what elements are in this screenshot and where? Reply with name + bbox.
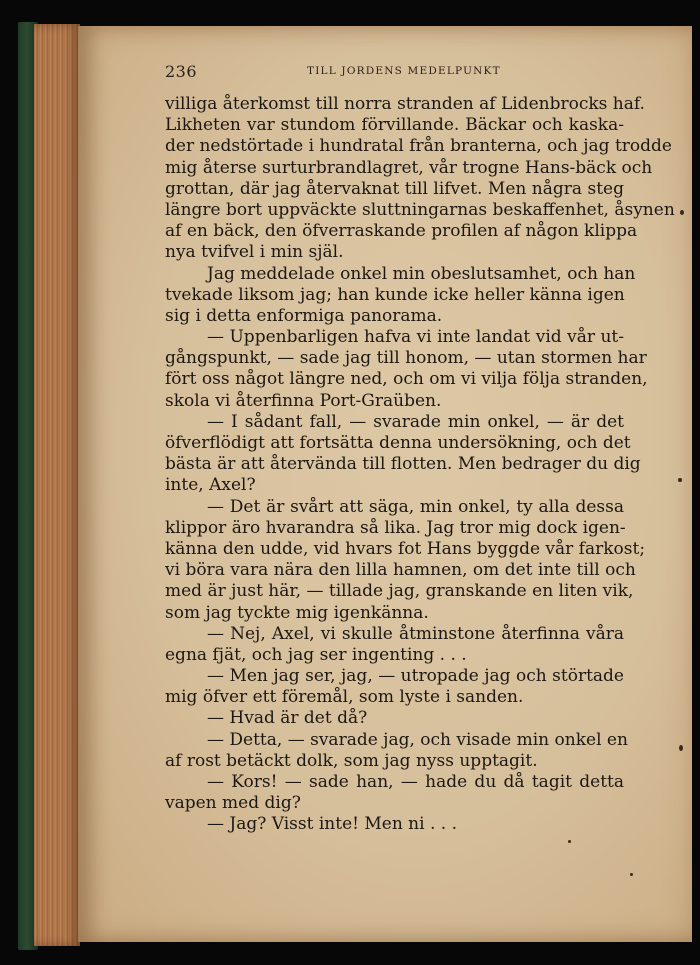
text-line: af en bäck, den öfverraskande profilen af någon klippa [165, 221, 638, 242]
text-line: mig återse surturbrandlagret, vår trogne Hans-bäck och [165, 157, 653, 178]
ink-speck [630, 873, 633, 876]
text-line: villiga återkomst till norra stranden af Lidenbrocks haf. [165, 94, 645, 114]
text-line: känna den udde, vid hvars fot Hans byggde vår farkost; [165, 538, 646, 559]
text-line: af rost betäckt dolk, som jag nyss upptagit. [165, 750, 538, 771]
text-line: öfverflödigt att fortsätta denna undersökning, och det [165, 433, 631, 453]
text-line: — Men jag ser, jag, — utropade jag och störtade [207, 666, 624, 687]
text-line: — Nej, Axel, vi skulle åtminstone återfinna våra [207, 623, 624, 644]
text-line: — Hvad är det då? [207, 708, 368, 729]
ink-speck [678, 478, 682, 482]
text-line: klippor äro hvarandra så lika. Jag tror mig dock igen- [165, 517, 626, 538]
text-line: mig öfver ett föremål, som lyste i sanden. [165, 687, 524, 708]
page-header [165, 62, 625, 84]
text-line: Likheten var stundom förvillande. Bäckar och kaska- [165, 115, 624, 136]
text-line: gångspunkt, — sade jag till honom, — utan stormen har [165, 348, 647, 369]
ink-speck [680, 210, 684, 215]
text-line: der nedstörtade i hundratal från branterna, och jag trodde [165, 136, 672, 157]
text-line: fört oss något längre ned, och om vi vilja följa stranden, [165, 369, 648, 390]
page-number: 236 [165, 62, 198, 81]
text-line: vi böra vara nära den lilla hamnen, om det inte till och [165, 560, 636, 581]
text-line: — Jag? Visst inte! Men ni . . . [207, 814, 457, 835]
ink-speck [568, 840, 571, 843]
ink-speck [679, 745, 683, 751]
page-stack-edge [34, 24, 80, 946]
text-line: med är just här, — tillade jag, granskande en liten vik, [165, 581, 634, 602]
text-line: vapen med dig? [165, 793, 301, 814]
text-line: bästa är att återvända till flotten. Men bedrager du dig [165, 454, 641, 475]
text-line: — Detta, — svarade jag, och visade min onkel en [207, 729, 628, 750]
text-line: grottan, där jag återvaknat till lifvet. Men några steg [165, 178, 624, 199]
text-line: inte, Axel? [165, 475, 256, 496]
text-line: som jag tyckte mig igenkänna. [165, 602, 429, 623]
running-head: TILL JORDENS MEDELPUNKT [307, 65, 501, 77]
text-line: längre bort uppväckte sluttningarnas beskaffenhet, åsynen [165, 199, 675, 220]
text-line: sig i detta enformiga panorama. [165, 305, 443, 326]
text-line: — Kors! — sade han, — hade du då tagit detta [207, 772, 624, 792]
text-line: — Det är svårt att säga, min onkel, ty alla dessa [207, 496, 624, 517]
body-text [165, 94, 675, 836]
text-line: egna fjät, och jag ser ingenting . . . [165, 644, 467, 665]
text-line: — I sådant fall, — svarade min onkel, — är det [207, 411, 624, 432]
text-line: nya tvifvel i min själ. [165, 242, 344, 263]
text-line: Jag meddelade onkel min obeslutsamhet, och han [207, 263, 636, 284]
text-line: tvekade liksom jag; han kunde icke heller känna igen [165, 284, 625, 305]
text-line: — Uppenbarligen hafva vi inte landat vid vår ut- [207, 327, 624, 348]
text-line: skola vi återfinna Port-Graüben. [165, 390, 442, 411]
